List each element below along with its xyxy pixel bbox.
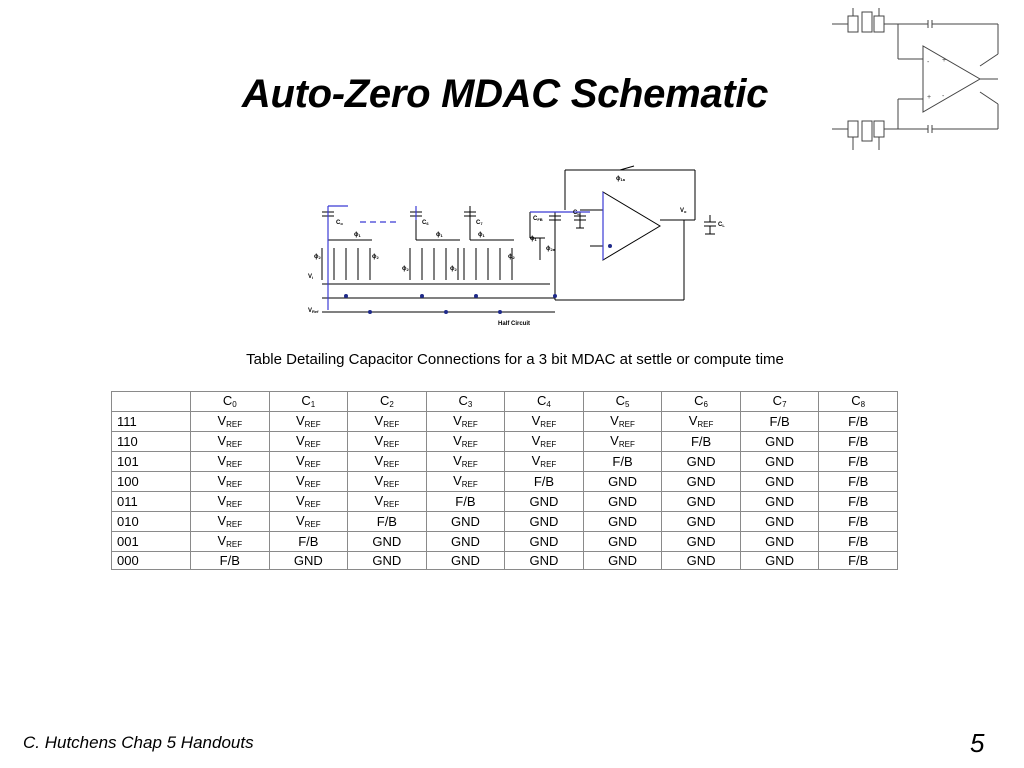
table-row — [112, 552, 898, 570]
schematic-label-cl: CL — [573, 210, 580, 216]
column-header-c6: $C_6$ — [662, 392, 741, 412]
row-code-cell: 000 — [112, 552, 191, 570]
table-cell: F/B — [662, 432, 741, 452]
table-row — [112, 452, 898, 472]
table-cell: GND — [662, 472, 741, 492]
table-cell: GND — [662, 532, 741, 552]
schematic-label-phi2-c: ϕ2 — [402, 266, 409, 272]
table-row — [112, 532, 898, 552]
table-row — [112, 472, 898, 492]
schematic-label-phi1-b: ϕ1 — [436, 232, 443, 238]
schematic-label-phi2a: ϕ2a — [546, 246, 555, 252]
table-cell: GND — [583, 512, 662, 532]
table-cell: $V_{REF}$ — [348, 412, 427, 432]
table-cell: GND — [740, 532, 819, 552]
table-cell: $V_{REF}$ — [269, 452, 348, 472]
row-code-cell: 100 — [112, 472, 191, 492]
table-cell: $V_{REF}$ — [191, 452, 270, 472]
table-cell: $V_{REF}$ — [426, 432, 505, 452]
table-cell: GND — [662, 492, 741, 512]
table-cell: $V_{REF}$ — [505, 432, 584, 452]
schematic-label-vref: VRef — [308, 308, 319, 314]
schematic-label-c6: C6 — [422, 220, 429, 226]
table-cell: $V_{REF}$ — [191, 432, 270, 452]
table-cell: GND — [740, 452, 819, 472]
row-code-cell: 110 — [112, 432, 191, 452]
svg-text:+: + — [927, 94, 932, 101]
table-cell: F/B — [819, 532, 898, 552]
schematic-label-phi2-e: ϕ2 — [508, 254, 515, 260]
table-cell: $V_{REF}$ — [505, 412, 584, 432]
table-cell: $V_{REF}$ — [583, 432, 662, 452]
row-code-cell: 011 — [112, 492, 191, 512]
schematic-label-cl-load: CL — [718, 222, 725, 228]
schematic-label-c0: Co — [336, 220, 343, 226]
schematic-label-phi1-d: ϕ1 — [530, 236, 537, 242]
schematic-label-phi2-a: ϕ2 — [314, 254, 321, 260]
table-cell: GND — [583, 472, 662, 492]
table-cell: $V_{REF}$ — [269, 412, 348, 432]
table-cell: GND — [662, 552, 741, 570]
table-cell: $V_{REF}$ — [662, 412, 741, 432]
table-caption: Table Detailing Capacitor Connections for a 3 bit MDAC at settle or compute time — [246, 351, 784, 368]
table-cell: GND — [583, 552, 662, 570]
table-cell: GND — [348, 532, 427, 552]
table-cell: $V_{REF}$ — [348, 452, 427, 472]
table-cell: GND — [505, 512, 584, 532]
table-cell: $V_{REF}$ — [191, 472, 270, 492]
table-row — [112, 492, 898, 512]
table-cell: GND — [740, 512, 819, 532]
table-cell: F/B — [819, 432, 898, 452]
table-cell: F/B — [819, 412, 898, 432]
schematic-label-phi1-a: ϕ1 — [354, 232, 361, 238]
schematic-label-phi2-d: ϕ2 — [450, 266, 457, 272]
table-cell: $V_{REF}$ — [426, 452, 505, 472]
table-cell: $V_{REF}$ — [191, 492, 270, 512]
table-cell: F/B — [269, 532, 348, 552]
schematic-label-vi: Vi — [308, 274, 314, 280]
schematic-label-c7: C7 — [476, 220, 483, 226]
slide-title: Auto-Zero MDAC Schematic — [241, 72, 769, 116]
table-row — [112, 412, 898, 432]
row-code-cell: 111 — [112, 412, 191, 432]
table-row — [112, 512, 898, 532]
schematic-label-cfb: CFB — [533, 216, 543, 222]
table-cell: $V_{REF}$ — [191, 512, 270, 532]
table-cell: F/B — [819, 492, 898, 512]
schematic-label-phi2-b: ϕ2 — [372, 254, 379, 260]
table-cell: $V_{REF}$ — [269, 432, 348, 452]
table-cell: F/B — [191, 552, 270, 570]
table-cell: F/B — [740, 412, 819, 432]
table-cell: GND — [426, 552, 505, 570]
table-cell: GND — [583, 492, 662, 512]
row-code-cell: 010 — [112, 512, 191, 532]
column-header-c7: $C_7$ — [740, 392, 819, 412]
column-header-c8: $C_8$ — [819, 392, 898, 412]
capacitor-connection-table — [111, 391, 898, 570]
table-cell: $V_{REF}$ — [191, 412, 270, 432]
footer-author: C. Hutchens Chap 5 Handouts — [23, 733, 254, 752]
table-cell: $V_{REF}$ — [426, 412, 505, 432]
table-cell: $V_{REF}$ — [348, 432, 427, 452]
table-cell: F/B — [819, 452, 898, 472]
mdac-half-circuit-schematic — [300, 160, 730, 332]
table-cell: F/B — [819, 552, 898, 570]
schematic-label-vo: Vo — [680, 208, 687, 214]
table-cell: F/B — [505, 472, 584, 492]
page-number: 5 — [970, 728, 985, 758]
table-cell: $V_{REF}$ — [505, 452, 584, 472]
column-header-c5: $C_5$ — [583, 392, 662, 412]
column-header-c4: $C_4$ — [505, 392, 584, 412]
table-cell: $V_{REF}$ — [426, 472, 505, 492]
table-cell: $V_{REF}$ — [191, 532, 270, 552]
schematic-label-phi1-c: ϕ1 — [478, 232, 485, 238]
table-cell: GND — [505, 492, 584, 512]
corner-opamp-diagram — [828, 4, 1004, 154]
table-corner-cell — [112, 392, 191, 412]
column-header-c2: $C_2$ — [348, 392, 427, 412]
table-cell: GND — [426, 532, 505, 552]
table-cell: GND — [269, 552, 348, 570]
table-cell: GND — [662, 512, 741, 532]
table-cell: GND — [740, 472, 819, 492]
table-cell: GND — [348, 552, 427, 570]
table-cell: $V_{REF}$ — [348, 492, 427, 512]
column-header-c3: $C_3$ — [426, 392, 505, 412]
table-cell: GND — [740, 432, 819, 452]
schematic-label-phi1a: ϕ1a — [616, 176, 625, 182]
table-cell: GND — [662, 452, 741, 472]
table-row — [112, 432, 898, 452]
table-cell: GND — [740, 552, 819, 570]
column-header-c1: $C_1$ — [269, 392, 348, 412]
row-code-cell: 101 — [112, 452, 191, 472]
table-cell: GND — [505, 532, 584, 552]
svg-text:+: + — [942, 57, 947, 64]
table-cell: GND — [426, 512, 505, 532]
table-header-row — [112, 392, 898, 412]
row-code-cell: 001 — [112, 532, 191, 552]
table-cell: $V_{REF}$ — [269, 472, 348, 492]
table-cell: F/B — [583, 452, 662, 472]
table-cell: $V_{REF}$ — [269, 492, 348, 512]
svg-text:-: - — [927, 59, 930, 66]
table-cell: $V_{REF}$ — [269, 512, 348, 532]
table-cell: F/B — [348, 512, 427, 532]
table-cell: F/B — [819, 472, 898, 492]
table-cell: GND — [505, 552, 584, 570]
schematic-label-half-circuit: Half Circuit — [498, 321, 531, 327]
svg-text:-: - — [942, 93, 945, 100]
table-cell: $V_{REF}$ — [348, 472, 427, 492]
table-cell: GND — [583, 532, 662, 552]
table-cell: $V_{REF}$ — [583, 412, 662, 432]
table-cell: F/B — [426, 492, 505, 512]
table-cell: F/B — [819, 512, 898, 532]
table-cell: GND — [740, 492, 819, 512]
column-header-c0: $C_0$ — [191, 392, 270, 412]
